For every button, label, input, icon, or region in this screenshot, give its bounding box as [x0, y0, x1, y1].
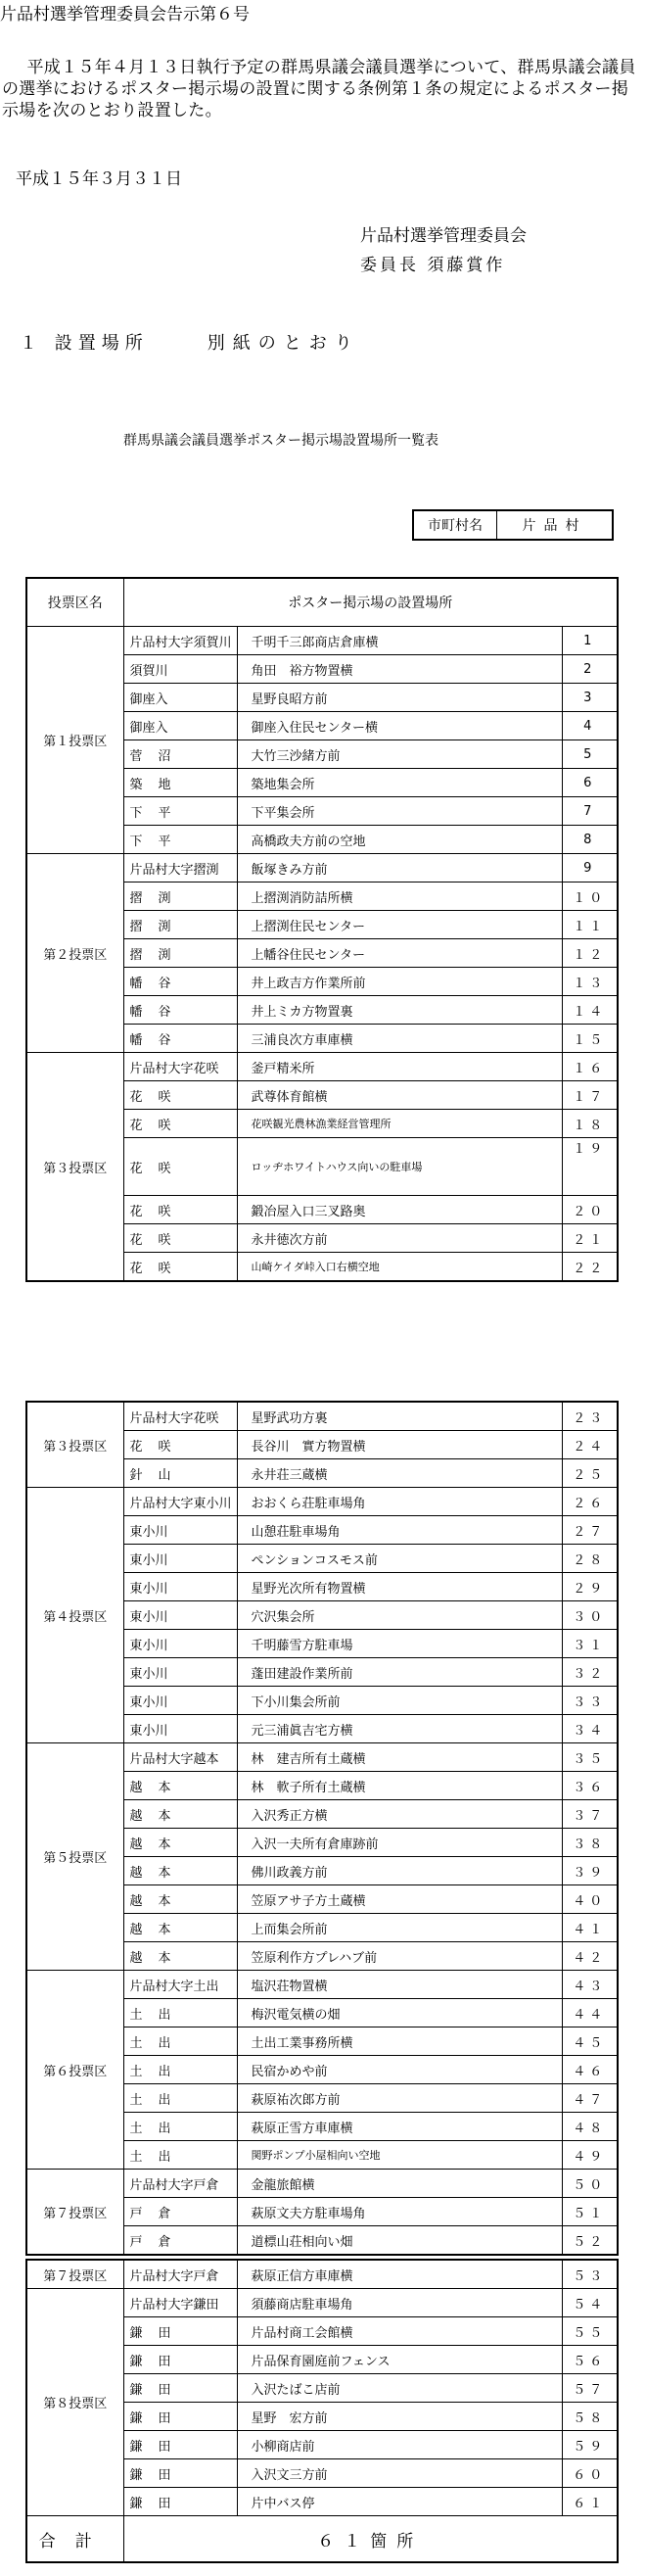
number-cell: ４７ [562, 2084, 618, 2113]
table-row [26, 1743, 618, 1772]
number-cell: ３６ [562, 1772, 618, 1800]
municipality-box [412, 509, 614, 541]
area-cell: 東小川 [123, 1601, 237, 1630]
location-cell: 佛川政義方前 [237, 1857, 562, 1885]
location-cell: 千明千三郎商店倉庫横 [237, 627, 562, 655]
area-cell: 御座入 [123, 712, 237, 740]
area-cell: 越本 [123, 1942, 237, 1971]
area-cell: 御座入 [123, 684, 237, 712]
area-cell: 摺渕 [123, 883, 237, 911]
notice-title: 片品村選挙管理委員会告示第６号 [0, 5, 250, 24]
area-cell: 鎌田 [123, 2488, 237, 2516]
location-cell: 塩沢荘物置横 [237, 1971, 562, 1999]
number-cell: ２９ [562, 1573, 618, 1601]
area-cell: 花咲 [123, 1081, 237, 1110]
area-cell: 戸倉 [123, 2198, 237, 2226]
location-cell: 永井徳次方前 [237, 1224, 562, 1253]
location-cell: 永井荘三蔵横 [237, 1459, 562, 1488]
number-cell: ５４ [562, 2289, 618, 2317]
district-name: 第１投票区 [26, 627, 123, 854]
area-cell: 下平 [123, 797, 237, 826]
area-cell: 土出 [123, 2113, 237, 2141]
location-cell: 土出工業事務所横 [237, 2027, 562, 2056]
number-cell: ３９ [562, 1857, 618, 1885]
table-row [26, 1053, 618, 1081]
location-cell: 林 建吉所有土蔵横 [237, 1743, 562, 1772]
item-value: 別紙のとおり [207, 333, 360, 354]
number-cell: ３４ [562, 1715, 618, 1743]
location-cell: 築地集会所 [237, 769, 562, 797]
number-cell: ３８ [562, 1829, 618, 1857]
number-cell: ３７ [562, 1800, 618, 1829]
notice-body: 平成１５年４月１３日執行予定の群馬県議会議員選挙について、群馬県議会議員の選挙におけるポスター掲示場の設置に関する条例第１条の規定によるポスター掲示場を次のとおり設置した。 [2, 58, 636, 120]
area-cell: 土出 [123, 2027, 237, 2056]
location-cell: 星野光次所有物置横 [237, 1573, 562, 1601]
location-cell: 片品保育園庭前フェンス [237, 2346, 562, 2374]
number-cell: １０ [562, 883, 618, 911]
number-cell: ４０ [562, 1885, 618, 1914]
number-cell: ４６ [562, 2056, 618, 2084]
area-cell: 東小川 [123, 1630, 237, 1658]
district-name: 第３投票区 [26, 1053, 123, 1282]
location-cell: 笠原利作方プレハブ前 [237, 1942, 562, 1971]
location-cell: 民宿かめや前 [237, 2056, 562, 2084]
area-cell: 鎌田 [123, 2431, 237, 2459]
location-cell: 小柳商店前 [237, 2431, 562, 2459]
number-cell: １８ [562, 1110, 618, 1138]
committee-name: 片品村選挙管理委員会 [360, 226, 527, 246]
area-cell: 鎌田 [123, 2374, 237, 2403]
number-cell: ５９ [562, 2431, 618, 2459]
area-cell: 花咲 [123, 1253, 237, 1282]
table-row [26, 854, 618, 883]
total-value: ６１箇所 [123, 2516, 618, 2563]
area-cell: 菅沼 [123, 740, 237, 769]
area-cell: 片品村大字東小川 [123, 1488, 237, 1516]
location-cell: 星野 宏方前 [237, 2403, 562, 2431]
number-cell: ２２ [562, 1253, 618, 1282]
location-cell: 萩原正信方車庫横 [237, 2260, 562, 2289]
number-cell: 9 [562, 854, 618, 883]
location-cell: 御座入住民センター横 [237, 712, 562, 740]
location-cell: 蓬田建設作業所前 [237, 1658, 562, 1687]
header-district: 投票区名 [26, 578, 123, 627]
location-cell: 片中バス停 [237, 2488, 562, 2516]
location-cell: 入沢たばこ店前 [237, 2374, 562, 2403]
number-cell: ２４ [562, 1431, 618, 1459]
area-cell: 鎌田 [123, 2317, 237, 2346]
number-cell: ５３ [562, 2260, 618, 2289]
area-cell: 越本 [123, 1857, 237, 1885]
area-cell: 片品村大字鎌田 [123, 2289, 237, 2317]
location-cell: 千明藤雪方駐車場 [237, 1630, 562, 1658]
area-cell: 戸倉 [123, 2226, 237, 2256]
location-cell: 山崎ケイダ峠入口右横空地 [237, 1253, 562, 1282]
location-table [25, 1401, 619, 2256]
location-cell: 萩原祐次郎方前 [237, 2084, 562, 2113]
area-cell: 鎌田 [123, 2459, 237, 2488]
location-cell: 武尊体育館横 [237, 1081, 562, 1110]
location-cell: 高橋政夫方前の空地 [237, 826, 562, 854]
number-cell: 8 [562, 826, 618, 854]
number-cell: １５ [562, 1025, 618, 1053]
location-table [25, 577, 619, 1282]
number-cell: ４５ [562, 2027, 618, 2056]
number-cell: 3 [562, 684, 618, 712]
table-row [26, 2289, 618, 2317]
number-cell: ３３ [562, 1687, 618, 1715]
municipality-value: 片品村 [522, 518, 587, 534]
area-cell: 片品村大字花咲 [123, 1402, 237, 1431]
number-cell: ４１ [562, 1914, 618, 1942]
district-name: 第７投票区 [26, 2170, 123, 2256]
number-cell: ２８ [562, 1545, 618, 1573]
table-row [26, 1971, 618, 1999]
number-cell: 2 [562, 655, 618, 684]
area-cell: 片品村大字須賀川 [123, 627, 237, 655]
number-cell: ６１ [562, 2488, 618, 2516]
number-cell: ２７ [562, 1516, 618, 1545]
area-cell: 土出 [123, 2141, 237, 2170]
location-cell: 山憩荘駐車場角 [237, 1516, 562, 1545]
area-cell: 越本 [123, 1800, 237, 1829]
number-cell: ５１ [562, 2198, 618, 2226]
area-cell: 東小川 [123, 1715, 237, 1743]
number-cell: ４２ [562, 1942, 618, 1971]
number-cell: ２５ [562, 1459, 618, 1488]
table-row [26, 1402, 618, 1431]
number-cell: ６０ [562, 2459, 618, 2488]
table-row [26, 1488, 618, 1516]
area-cell: 越本 [123, 1885, 237, 1914]
location-cell: 金龍旅館横 [237, 2170, 562, 2198]
number-cell: ３１ [562, 1630, 618, 1658]
table-header-row [26, 578, 618, 627]
location-cell: 片品村商工会館横 [237, 2317, 562, 2346]
location-table [25, 2259, 619, 2563]
area-cell: 越本 [123, 1772, 237, 1800]
location-cell: 長谷川 實方物置横 [237, 1431, 562, 1459]
number-cell: 4 [562, 712, 618, 740]
location-cell: おおくら荘駐車場角 [237, 1488, 562, 1516]
number-cell: ２１ [562, 1224, 618, 1253]
area-cell: 片品村大字戸倉 [123, 2170, 237, 2198]
number-cell: １７ [562, 1081, 618, 1110]
number-cell: １１ [562, 911, 618, 939]
location-cell: 花咲観光農林漁業経営管理所 [237, 1110, 562, 1138]
location-cell: 梅沢電気横の畑 [237, 1999, 562, 2027]
number-cell: １２ [562, 939, 618, 968]
district-name: 第６投票区 [26, 1971, 123, 2170]
location-cell: 入沢秀正方横 [237, 1800, 562, 1829]
location-cell: 道標山荘相向い畑 [237, 2226, 562, 2256]
area-cell: 片品村大字越本 [123, 1743, 237, 1772]
area-cell: 土出 [123, 2084, 237, 2113]
item-label: １ 設置場所 [20, 333, 149, 354]
area-cell: 片品村大字花咲 [123, 1053, 237, 1081]
district-name: 第３投票区 [26, 1402, 123, 1488]
location-cell: ロッヂホワイトハウス向いの駐車場 [237, 1138, 562, 1196]
location-cell: 井上政吉方作業所前 [237, 968, 562, 996]
municipality-label: 市町村名 [414, 511, 497, 539]
area-cell: 摺渕 [123, 939, 237, 968]
number-cell: ２６ [562, 1488, 618, 1516]
number-cell: ５０ [562, 2170, 618, 2198]
location-cell: 上摺渕住民センター [237, 911, 562, 939]
area-cell: 下平 [123, 826, 237, 854]
area-cell: 越本 [123, 1829, 237, 1857]
area-cell: 花咲 [123, 1110, 237, 1138]
number-cell: １６ [562, 1053, 618, 1081]
location-cell: 上幡谷住民センター [237, 939, 562, 968]
district-name: 第８投票区 [26, 2289, 123, 2516]
location-cell: 釜戸精米所 [237, 1053, 562, 1081]
location-cell: 角田 裕方物置横 [237, 655, 562, 684]
area-cell: 須賀川 [123, 655, 237, 684]
location-cell: 萩原正雪方車庫横 [237, 2113, 562, 2141]
table-row [26, 2260, 618, 2289]
location-cell: 下平集会所 [237, 797, 562, 826]
number-cell: ３５ [562, 1743, 618, 1772]
number-cell: ５６ [562, 2346, 618, 2374]
list-title: 群馬県議会議員選挙ポスター掲示場設置場所一覧表 [123, 433, 438, 449]
area-cell: 花咲 [123, 1224, 237, 1253]
area-cell: 幡谷 [123, 1025, 237, 1053]
number-cell: １４ [562, 996, 618, 1025]
location-cell: 上而集会所前 [237, 1914, 562, 1942]
number-cell: ４４ [562, 1999, 618, 2027]
number-cell: ３２ [562, 1658, 618, 1687]
location-cell: 入沢文三方前 [237, 2459, 562, 2488]
number-cell: ３０ [562, 1601, 618, 1630]
location-cell: 穴沢集会所 [237, 1601, 562, 1630]
number-cell: ５８ [562, 2403, 618, 2431]
total-row [26, 2516, 618, 2563]
header-location: ポスター掲示場の設置場所 [123, 578, 618, 627]
area-cell: 鎌田 [123, 2346, 237, 2374]
location-cell: 星野良昭方前 [237, 684, 562, 712]
location-cell: 林 軟子所有土蔵横 [237, 1772, 562, 1800]
area-cell: 片品村大字戸倉 [123, 2260, 237, 2289]
location-cell: 下小川集会所前 [237, 1687, 562, 1715]
area-cell: 築地 [123, 769, 237, 797]
location-cell: 大竹三沙緒方前 [237, 740, 562, 769]
location-cell: 元三浦眞吉宅方横 [237, 1715, 562, 1743]
area-cell: 花咲 [123, 1431, 237, 1459]
location-cell: 飯塚きみ方前 [237, 854, 562, 883]
number-cell: 7 [562, 797, 618, 826]
area-cell: 東小川 [123, 1516, 237, 1545]
table-row [26, 627, 618, 655]
number-cell: ２０ [562, 1196, 618, 1224]
area-cell: 花咲 [123, 1196, 237, 1224]
total-label: 合計 [26, 2516, 123, 2563]
location-cell: 井上ミカ方物置裏 [237, 996, 562, 1025]
number-cell: １９ [562, 1138, 618, 1196]
area-cell: 東小川 [123, 1545, 237, 1573]
area-cell: 越本 [123, 1914, 237, 1942]
number-cell: ４８ [562, 2113, 618, 2141]
number-cell: ５５ [562, 2317, 618, 2346]
location-cell: 笠原アサ子方土蔵横 [237, 1885, 562, 1914]
district-name: 第２投票区 [26, 854, 123, 1053]
location-cell: 星野武功方裏 [237, 1402, 562, 1431]
area-cell: 片品村大字土出 [123, 1971, 237, 1999]
location-cell: ペンションコスモス前 [237, 1545, 562, 1573]
district-name: 第５投票区 [26, 1743, 123, 1971]
table-row [26, 2170, 618, 2198]
chairman-name: 委員長 須藤賞作 [360, 256, 506, 275]
number-cell: ４９ [562, 2141, 618, 2170]
district-name: 第４投票区 [26, 1488, 123, 1743]
area-cell: 鎌田 [123, 2403, 237, 2431]
area-cell: 幡谷 [123, 968, 237, 996]
area-cell: 針山 [123, 1459, 237, 1488]
area-cell: 東小川 [123, 1573, 237, 1601]
area-cell: 東小川 [123, 1687, 237, 1715]
location-cell: 関野ポンプ小屋相向い空地 [237, 2141, 562, 2170]
number-cell: 6 [562, 769, 618, 797]
installation-item [20, 329, 360, 355]
area-cell: 土出 [123, 1999, 237, 2027]
number-cell: ４３ [562, 1971, 618, 1999]
area-cell: 幡谷 [123, 996, 237, 1025]
number-cell: 1 [562, 627, 618, 655]
location-cell: 萩原文夫方駐車場角 [237, 2198, 562, 2226]
area-cell: 東小川 [123, 1658, 237, 1687]
location-cell: 鍛冶屋入口三叉路奥 [237, 1196, 562, 1224]
location-cell: 須藤商店駐車場角 [237, 2289, 562, 2317]
location-cell: 入沢一夫所有倉庫跡前 [237, 1829, 562, 1857]
area-cell: 土出 [123, 2056, 237, 2084]
area-cell: 片品村大字摺渕 [123, 854, 237, 883]
location-cell: 三浦良次方車庫横 [237, 1025, 562, 1053]
number-cell: ２３ [562, 1402, 618, 1431]
area-cell: 摺渕 [123, 911, 237, 939]
district-name: 第７投票区 [26, 2260, 123, 2289]
number-cell: ５７ [562, 2374, 618, 2403]
notice-date: 平成１５年３月３１日 [16, 169, 182, 189]
number-cell: 5 [562, 740, 618, 769]
location-cell: 上摺渕消防詰所横 [237, 883, 562, 911]
number-cell: １３ [562, 968, 618, 996]
number-cell: ５２ [562, 2226, 618, 2256]
area-cell: 花咲 [123, 1138, 237, 1196]
